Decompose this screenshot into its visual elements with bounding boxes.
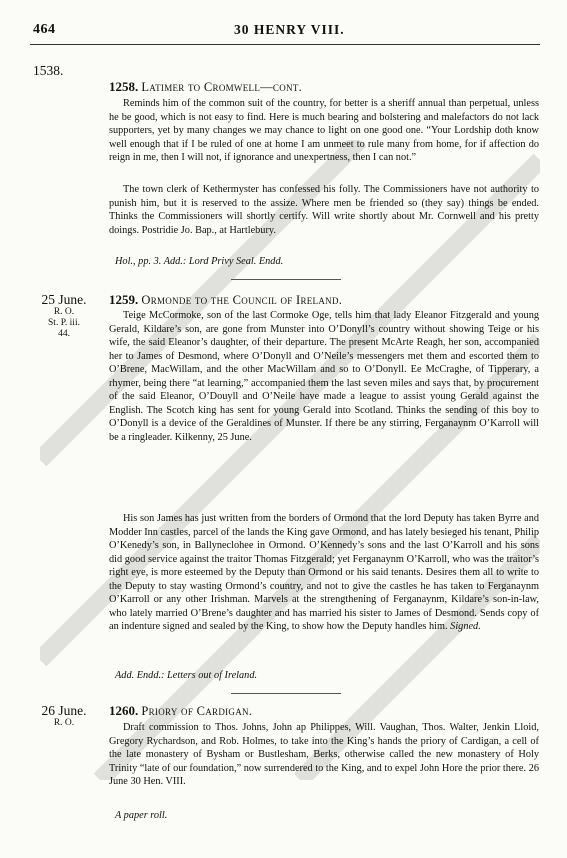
entry-1260-date: 26 June. <box>41 703 87 718</box>
entry-1258-year: 1538. <box>33 63 64 78</box>
entry-1260-margin <box>33 703 95 729</box>
entry-1259-source-2: St. P. iii. <box>48 318 80 328</box>
entry-1259-signed: Signed. <box>450 621 481 632</box>
entry-1260-number: 1260. <box>109 703 139 718</box>
entry-1259-source-1: R. O. <box>53 307 75 317</box>
page-number: 464 <box>33 22 56 37</box>
entry-1260-para-1: Draft commission to Thos. Johns, John ap Philippes, Will. Vaughan, Thos. Walter, Jenkin Lloid, Gregory Rychardson, and Rob. Holmes, to take into the King’s hands the priory of Cardigan, a cell of the late monastery of Bysham or Bustlesham, Berks, otherwise called the new monastery of Holy Trinity “late of our foundation,” now surrendered to the King, and to expel John Hore the prior there. 26 June 30 Hen. VIII. <box>109 722 539 787</box>
entry-1259-number: 1259. <box>109 292 139 307</box>
entry-1260-source-1: R. O. <box>53 718 75 728</box>
entry-1258-heading <box>109 79 302 95</box>
entry-1258-number: 1258. <box>109 79 139 94</box>
entry-1258-para-1: Reminds him of the common suit of the country, for better is a sheriff annual than perpetual, unless he be good, which is not easy to find. Here is much bearing and bolstering and malefactors do not lack supporters, yet by many changes we may chance to light on one good one. “Your Lordship doth know well enough that if I be ruled of one at home I am unmeet to rule many from home, for if affection do reign in me, then I will not, if ignorance and unexpertness, then I can not.” <box>109 98 539 163</box>
entry-1260-note: A paper roll. <box>115 810 168 821</box>
entry-1259-heading <box>109 292 342 308</box>
entry-1258-title: Latimer to Cromwell—cont. <box>141 80 303 94</box>
entry-1259-margin <box>33 292 95 340</box>
entry-1259-para-1: Teige McCormoke, son of the last Cormoke Oge, tells him that lady Eleanor Fitzgerald and young Gerald, Kildare’s son, are gone from Munster into O’Donyll’s country without showing Teige or his wife, the said Eleanor’s daughter, of their departure. The present McArte Reagh, her son, accompanied her to James of Desmond, where O’Donyll and O’Neile’s messengers met them and escorted them to O’Brene, MacWillam, and the other MacWillam and so to O’Donyll. Ee McCraghe, of Tipperary, a rhymer, being there “at learning,” accompanied them the last seven miles and says that, by procurement of the said Eleanor, O’Douyll and O’Neile have made a league to assist young Gerald against the English. The Scotch king has sent for young Gerald into Scotland. Thinks the sending of this boy to O’Donyll is a device of the Geraldines of Munster. If there be any stirring, Ferganaynm O’Karroll will be a ringleader. Kilkenny, 25 June. <box>109 310 539 443</box>
entry-1258-note: Hol., pp. 3. Add.: Lord Privy Seal. Endd. <box>115 256 284 267</box>
separator-rule <box>231 279 341 280</box>
running-title: 30 HENRY VIII. <box>234 22 345 37</box>
separator-rule-2 <box>231 693 341 694</box>
entry-1258-para-2: The town clerk of Kethermyster has confessed his folly. The Commissioners have not authority to punish him, but it is reserved to the assize. Where men be friended so (they say) things be ended. Thinks the Commissioners will shortly certify. Will write shortly about Mr. Cornwell and his pretty doings. Postridie Jo. Bap., at Hartlebury. <box>109 184 539 236</box>
entry-1259-para-2: His son James has just written from the borders of Ormond that the lord Deputy has taken Byrre and Modder Inn castles, parcel of the lands the King gave Ormond, and has lately besieged his tenant, Philip O’Kenedy’s son, in Ballyneclohee in Ormond. O’Kennedy’s sons and the last O’Karroll and his sons did good service against the traitor Thomas Fitzgerald; yet Ferganaynm O’Karroll, who was the traitor’s right eye, is more esteemed by the Deputy than Ormond or his said tenants. Desires them all to write to the Deputy to stay wasting Ormond’s country, and not to give the castles he has taken to Ferganaynm O’Karroll or any other Irishman. Marvels at the strengthening of Ferganaynm, Kildare’s son-in-law, who lately married O’Brene’s daughter and has married his sister to James of Desmond. Sends copy of an indenture signed and sealed by the King, to show how the Deputy handles him. Signed. <box>109 513 539 632</box>
entry-1259-source-3: 44. <box>58 329 70 339</box>
header-rule <box>30 44 540 45</box>
entry-1260-title: Priory of Cardigan. <box>141 704 253 718</box>
entry-1259-note: Add. Endd.: Letters out of Ireland. <box>115 670 258 681</box>
entry-1260-heading <box>109 703 252 719</box>
page-header <box>0 0 567 44</box>
entry-1259-title: Ormonde to the Council of Ireland. <box>141 293 343 307</box>
entry-1259-date: 25 June. <box>41 292 87 307</box>
